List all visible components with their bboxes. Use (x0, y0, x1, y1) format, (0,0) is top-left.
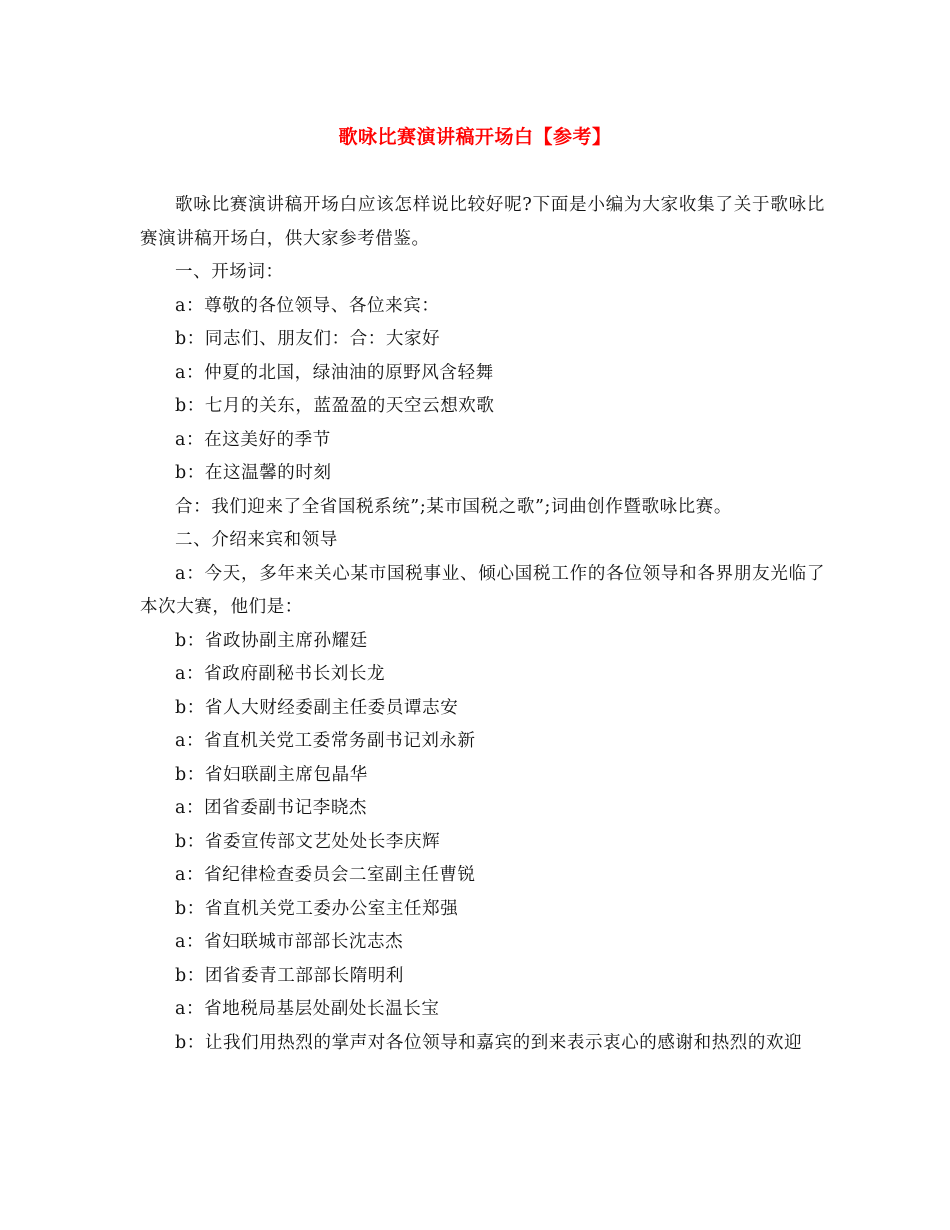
paragraph: a：今天，多年来关心某市国税事业、倾心国税工作的各位领导和各界朋友光临了本次大赛，他们是： (140, 563, 825, 617)
paragraph: b：让我们用热烈的掌声对各位领导和嘉宾的到来表示衷心的感谢和热烈的欢迎 (175, 1032, 803, 1053)
paragraph: b：省人大财经委副主任委员谭志安 (175, 697, 459, 718)
paragraph: a：省直机关党工委常务副书记刘永新 (175, 731, 476, 751)
paragraph: b：在这温馨的时刻 (175, 463, 332, 483)
paragraph: 合：我们迎来了全省国税系统”;某市国税之歌”;词曲创作暨歌咏比赛。 (175, 496, 732, 517)
paragraph: a：团省委副书记李晓杰 (175, 798, 368, 818)
paragraph: b：团省委青工部部长隋明利 (175, 965, 405, 986)
paragraph: a：尊敬的各位领导、各位来宾： (175, 295, 440, 316)
paragraph: a：省政府副秘书长刘长龙 (175, 664, 386, 684)
paragraph: a：省妇联城市部部长沈志杰 (175, 932, 404, 952)
paragraph: b：省妇联副主席包晶华 (175, 764, 368, 785)
paragraph: b：同志们、朋友们：合：大家好 (175, 329, 441, 349)
paragraph: a：在这美好的季节 (175, 429, 331, 450)
section-heading: 二、介绍来宾和领导 (175, 530, 338, 550)
paragraph: b：省直机关党工委办公室主任郑强 (175, 898, 459, 919)
document-body (140, 189, 825, 1060)
document-title: 歌咏比赛演讲稿开场白【参考】 (338, 126, 612, 148)
paragraph: b：省委宣传部文艺处处长李庆辉 (175, 831, 441, 852)
section-heading: 一、开场词： (175, 262, 284, 282)
paragraph: 歌咏比赛演讲稿开场白应该怎样说比较好呢?下面是小编为大家收集了关于歌咏比赛演讲稿开场白，供大家参考借鉴。 (140, 195, 825, 249)
paragraph: a：省纪律检查委员会二室副主任曹锐 (175, 865, 476, 885)
paragraph: b：省政协副主席孙耀廷 (175, 630, 368, 651)
paragraph: a：省地税局基层处副处长温长宝 (175, 999, 440, 1019)
paragraph: b：七月的关东，蓝盈盈的天空云想欢歌 (175, 396, 495, 416)
paragraph: a：仲夏的北国，绿油油的原野风含轻舞 (175, 362, 494, 383)
